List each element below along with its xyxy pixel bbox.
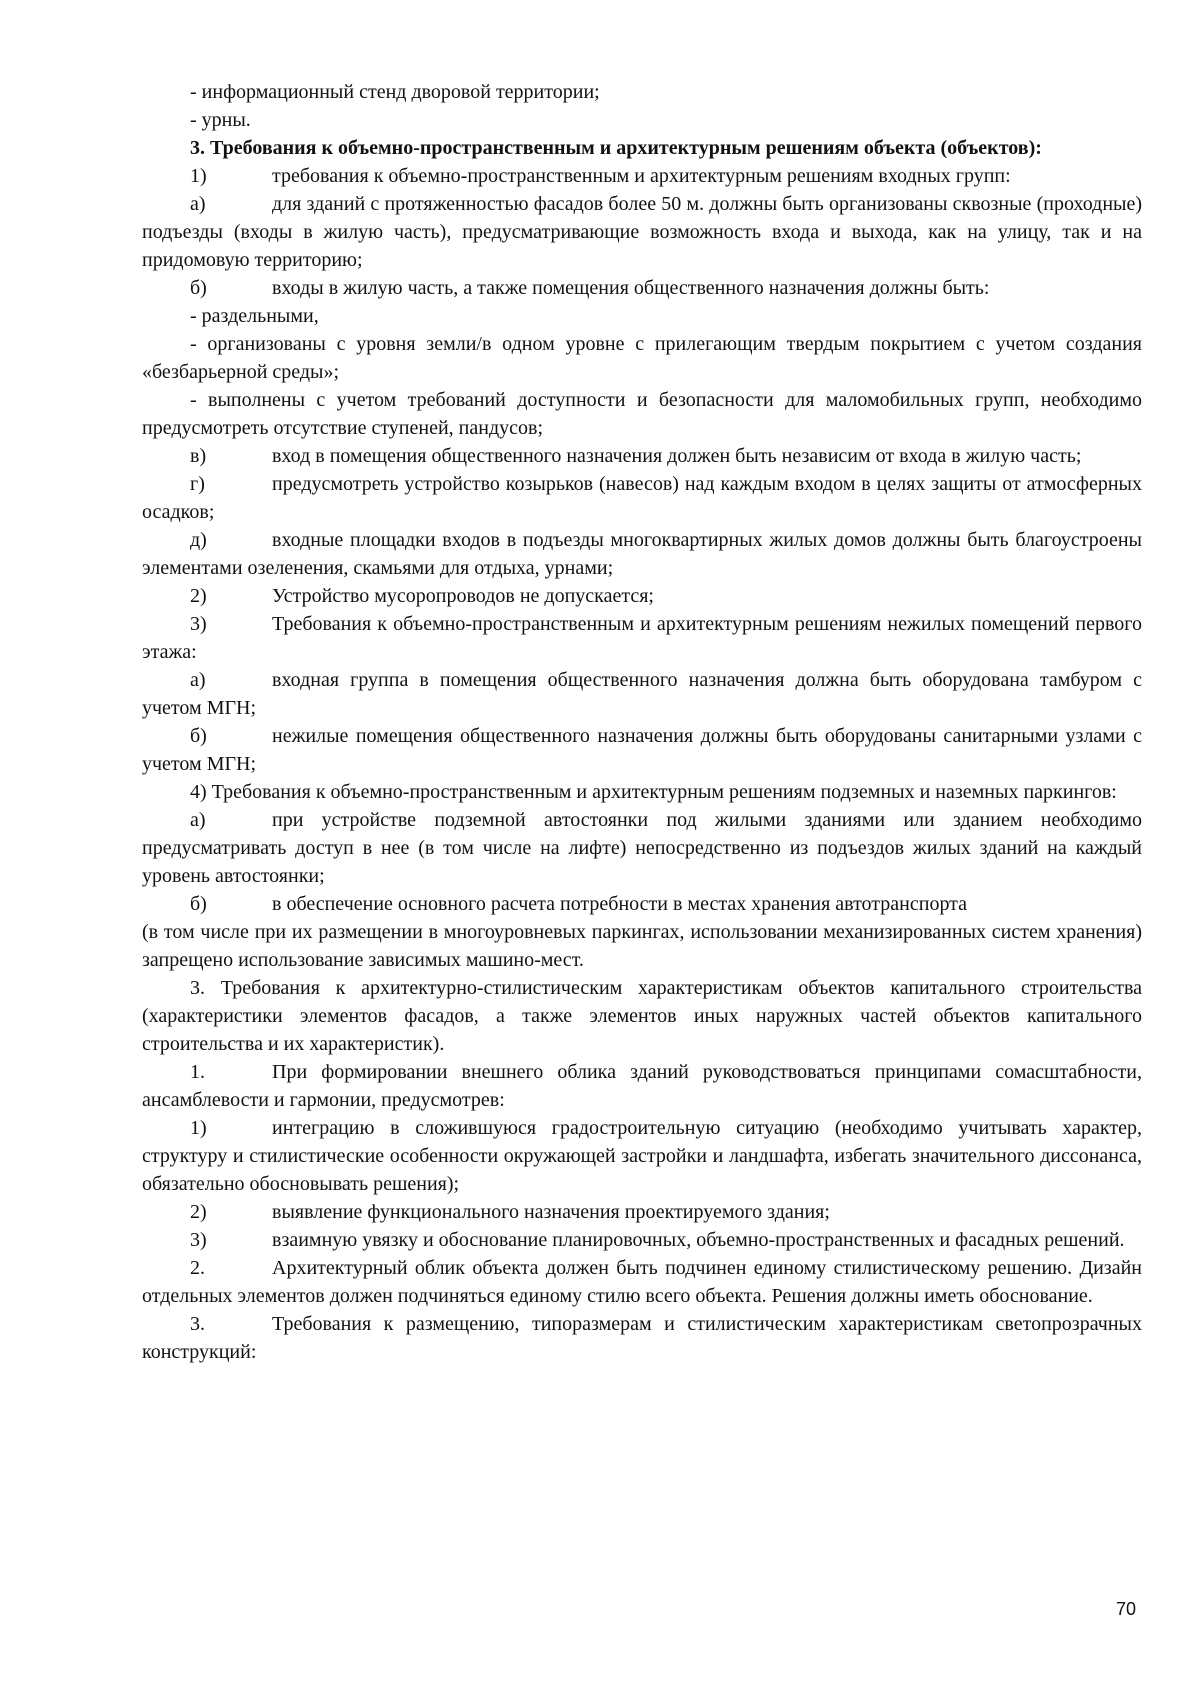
paragraph-text: 4) Требования к объемно-пространственным и архитектурным решениям подземных и наземных паркингов: <box>190 781 1117 803</box>
paragraph <box>142 582 1142 610</box>
paragraph <box>142 666 1142 722</box>
paragraph-text: входные площадки входов в подъезды многоквартирных жилых домов должны быть благоустроены элементами озеленения, скамьями для отдыха, урнами; <box>142 529 1142 579</box>
paragraph <box>142 526 1142 582</box>
paragraph-text: Требования к объемно-пространственным и архитектурным решениям нежилых помещений первого этажа: <box>142 613 1142 663</box>
paragraph-text: Устройство мусоропроводов не допускается; <box>272 585 654 607</box>
list-marker: 2) <box>190 585 207 607</box>
list-marker: 2) <box>190 1201 207 1223</box>
paragraph <box>142 106 1142 134</box>
paragraph <box>142 974 1142 1058</box>
list-marker: 2. <box>190 1257 205 1279</box>
paragraph-text: в обеспечение основного расчета потребности в местах хранения автотранспорта <box>272 893 968 915</box>
list-marker: б) <box>190 725 207 747</box>
paragraph-text: - раздельными, <box>190 305 319 327</box>
paragraph <box>142 1254 1142 1310</box>
paragraph-text: взаимную увязку и обоснование планировочных, объемно-пространственных и фасадных решений. <box>272 1229 1125 1251</box>
list-marker: б) <box>190 277 207 299</box>
paragraph-text: - информационный стенд дворовой территории; <box>190 81 600 103</box>
list-marker: б) <box>190 893 207 915</box>
paragraph <box>142 386 1142 442</box>
list-marker: 1) <box>190 1117 207 1139</box>
paragraph-text: 3. Требования к объемно-пространственным и архитектурным решениям объекта (объектов): <box>190 137 1042 159</box>
page-number: 70 <box>1115 1599 1136 1619</box>
paragraph <box>142 190 1142 274</box>
paragraph-text: требования к объемно-пространственным и архитектурным решениям входных групп: <box>272 165 1011 187</box>
paragraph-text: предусмотреть устройство козырьков (навесов) над каждым входом в целях защиты от атмосферных осадков; <box>142 473 1142 523</box>
paragraph-text: - организованы с уровня земли/в одном уровне с прилегающим твердым покрытием с учетом создания «безбарьерной среды»; <box>142 333 1142 383</box>
paragraph-text: входная группа в помещения общественного назначения должна быть оборудована тамбуром с учетом МГН; <box>142 669 1142 719</box>
paragraph-text: 3. Требования к архитектурно-стилистическим характеристикам объектов капитального строительства (характеристики элементов фасадов, а также элементов иных наружных частей объектов капитального строительства и их характеристик). <box>142 977 1142 1055</box>
list-marker: 3) <box>190 613 207 635</box>
list-marker: а) <box>190 193 206 215</box>
paragraph <box>142 330 1142 386</box>
paragraph <box>142 778 1142 806</box>
paragraph <box>142 134 1142 162</box>
paragraph-text: Требования к размещению, типоразмерам и стилистическим характеристикам светопрозрачных конструкций: <box>142 1313 1142 1363</box>
list-marker: а) <box>190 669 206 691</box>
list-marker: 1) <box>190 165 207 187</box>
paragraph-text: вход в помещения общественного назначения должен быть независим от входа в жилую часть; <box>272 445 1082 467</box>
paragraph-text: интеграцию в сложившуюся градостроительную ситуацию (необходимо учитывать характер, структуру и стилистические особенности окружающей застройки и ландшафта, избегать значительного диссонанса, обязательно обосновывать решения); <box>142 1117 1142 1195</box>
paragraph <box>142 722 1142 778</box>
paragraph-text: выявление функционального назначения проектируемого здания; <box>272 1201 830 1223</box>
list-marker: в) <box>190 445 207 467</box>
paragraph-text: для зданий с протяженностью фасадов более 50 м. должны быть организованы сквозные (проходные) подъезды (входы в жилую часть), предусматривающие возможность входа и выхода, как на улицу, так и на придомовую территорию; <box>142 193 1142 271</box>
paragraph <box>142 442 1142 470</box>
list-marker: а) <box>190 809 206 831</box>
paragraph <box>142 1198 1142 1226</box>
paragraph <box>142 302 1142 330</box>
paragraph <box>142 610 1142 666</box>
list-marker: 1. <box>190 1061 205 1083</box>
paragraph-text: - урны. <box>190 109 251 131</box>
paragraph <box>142 1058 1142 1114</box>
paragraph <box>142 1310 1142 1366</box>
paragraph <box>142 274 1142 302</box>
list-marker: 3) <box>190 1229 207 1251</box>
paragraph <box>142 162 1142 190</box>
list-marker: 3. <box>190 1313 205 1335</box>
document-page <box>142 78 1142 1366</box>
paragraph-text: При формировании внешнего облика зданий руководствоваться принципами сомасштабности, ансамблевости и гармонии, предусмотрев: <box>142 1061 1142 1111</box>
paragraph-text: - выполнены с учетом требований доступности и безопасности для маломобильных групп, необходимо предусмотреть отсутствие ступеней, пандусов; <box>142 389 1142 439</box>
paragraph <box>142 806 1142 890</box>
paragraph <box>142 78 1142 106</box>
paragraph <box>142 470 1142 526</box>
paragraph-text: при устройстве подземной автостоянки под жилыми зданиями или зданием необходимо предусматривать доступ в нее (в том числе на лифте) непосредственно из подъездов жилых зданий на каждый уровень автостоянки; <box>142 809 1142 887</box>
paragraph <box>142 1114 1142 1198</box>
list-marker: д) <box>190 529 207 551</box>
list-marker: г) <box>190 473 205 495</box>
paragraph-text: (в том числе при их размещении в многоуровневых паркингах, использовании механизированных систем хранения) запрещено использование зависимых машино-мест. <box>142 921 1142 971</box>
paragraph-text: нежилые помещения общественного назначения должны быть оборудованы санитарными узлами с учетом МГН; <box>142 725 1142 775</box>
paragraph-text: входы в жилую часть, а также помещения общественного назначения должны быть: <box>272 277 990 299</box>
paragraph <box>142 1226 1142 1254</box>
paragraph <box>142 890 1142 918</box>
paragraph <box>142 918 1142 974</box>
paragraph-text: Архитектурный облик объекта должен быть подчинен единому стилистическому решению. Дизайн отдельных элементов должен подчиняться единому стилю всего объекта. Решения должны иметь обоснование. <box>142 1257 1142 1307</box>
